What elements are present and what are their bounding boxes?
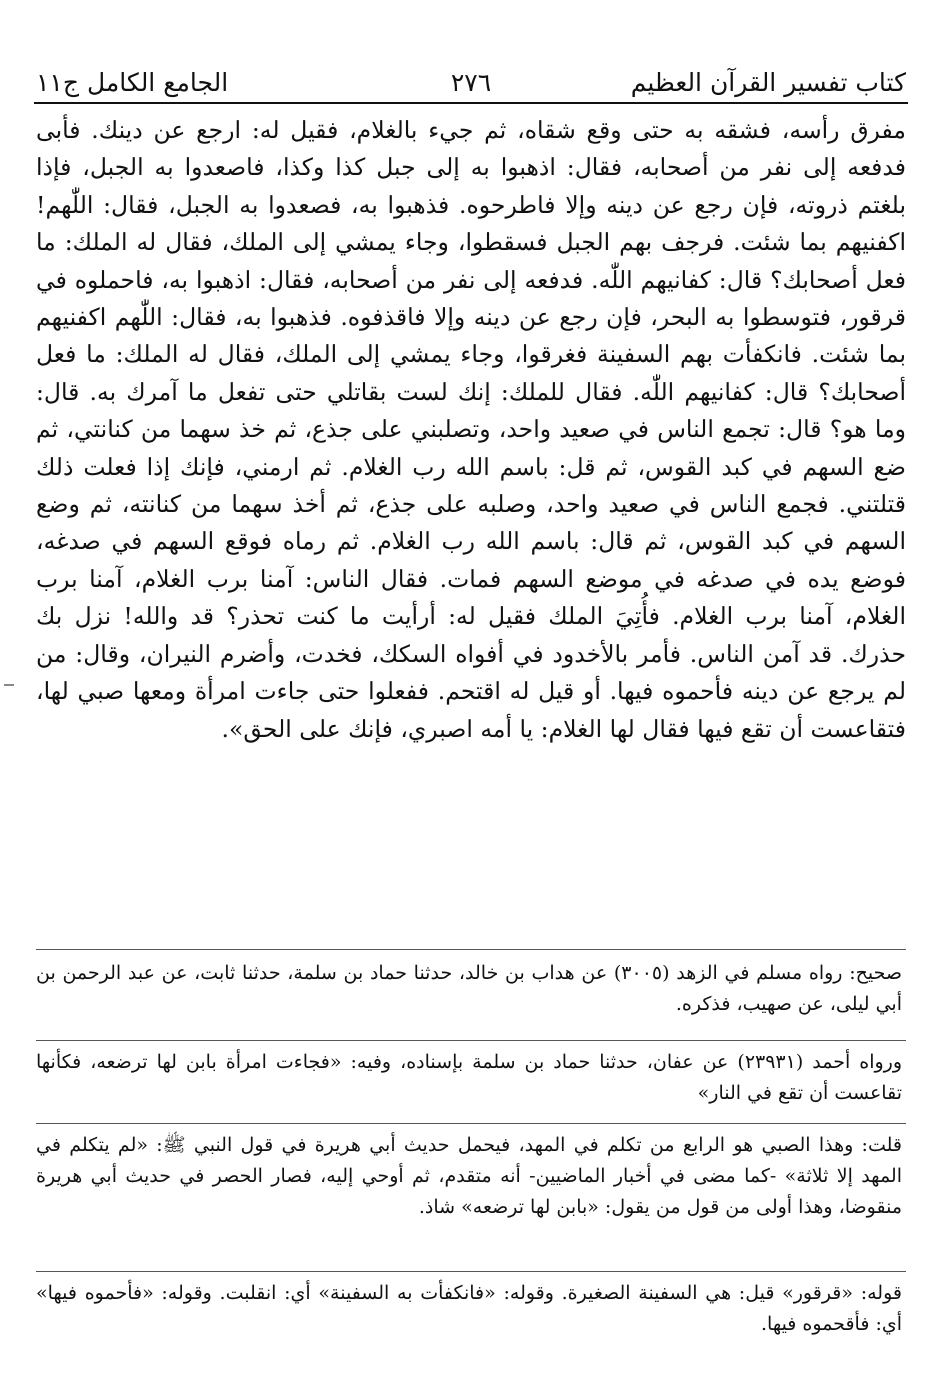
footnote-divider [36,1040,906,1041]
main-text-block [36,112,906,748]
footnote-divider [36,949,906,950]
page-number: ٢٧٦ [450,68,492,97]
page-header [34,62,908,104]
volume-label: الجامع الكامل ج١١ [36,68,229,97]
footnote-text: صحيح: رواه مسلم في الزهد (٣٠٠٥) عن هداب بن خالد، حدثنا حماد بن سلمة، حدثنا ثابت، عن عبد الرحمن بن أبي ليلى، عن صهيب، فذكره. [36,962,902,1015]
footnote-glossary [36,1278,902,1340]
footnote-text: قوله: «قرقور» قيل: هي السفينة الصغيرة. وقوله: «فانكفأت به السفينة» أي: انقلبت. وقوله: «فأحموه فيها» أي: فأقحموه فيها. [36,1282,902,1335]
footnote-comment [36,1130,902,1223]
footnote-divider [36,1271,906,1272]
footnote-text: ورواه أحمد (٢٣٩٣١) عن عفان، حدثنا حماد بن سلمة بإسناده، وفيه: «فجاءت امرأة بابن لها ترضعه، فكأنها تقاعست أن تقع في النار» [36,1051,902,1104]
footnote-ahmad [36,1047,902,1109]
main-paragraph: مفرق رأسه، فشقه به حتى وقع شقاه، ثم جيء بالغلام، فقيل له: ارجع عن دينك. فأبى فدفعه إلى نفر من أصحابه، فقال: اذهبوا به إلى جبل كذا وكذا، فاصعدوا به الجبل، فإذا بلغتم ذروته، فإن رجع عن دينه وإلا فاطرحوه. فذهبوا به، فصعدوا به الجبل، فقال: اللّٰهم! اكفنيهم بما شئت. فرجف بهم الجبل فسقطوا، وجاء يمشي إلى الملك، فقال له الملك: ما فعل أصحابك؟ قال: كفانيهم اللّٰه. فدفعه إلى نفر من أصحابه، فقال: اذهبوا به، فاحملوه في قرقور، فتوسطوا به البحر، فإن رجع عن دينه وإلا فاقذفوه. فذهبوا به، فقال: اللّٰهم اكفنيهم بما شئت. فانكفأت بهم السفينة فغرقوا، وجاء يمشي إلى الملك، فقال له الملك: ما فعل أصحابك؟ قال: كفانيهم اللّٰه. فقال للملك: إنك لست بقاتلي حتى تفعل ما آمرك به. قال: وما هو؟ قال: تجمع الناس في صعيد واحد، وتصلبني على جذع، ثم خذ سهما من كنانتي، ثم ضع السهم في كبد القوس، ثم قل: باسم الله رب الغلام. ثم ارمني، فإنك إذا فعلت ذلك قتلتني. فجمع الناس في صعيد واحد، وصلبه على جذع، ثم أخذ سهما من كنانته، ثم وضع السهم في كبد القوس، ثم قال: باسم الله رب الغلام. ثم رماه فوقع السهم في صدغه، فوضع يده في صدغه في موضع السهم فمات. فقال الناس: آمنا برب الغلام، آمنا برب الغلام، آمنا برب الغلام. فأُتِيَ الملك فقيل له: أرأيت ما كنت تحذر؟ قد والله! نزل بك حذرك. قد آمن الناس. فأمر بالأخدود في أفواه السكك، فخدت، وأضرم النيران، وقال: من لم يرجع عن دينه فأحموه فيها. أو قيل له اقتحم. ففعلوا حتى جاءت امرأة ومعها صبي لها، فتقاعست أن تقع فيها فقال لها الغلام: يا أمه اصبري، فإنك على الحق». [36,116,906,743]
margin-mark [4,684,14,686]
footnote-text: قلت: وهذا الصبي هو الرابع من تكلم في المهد، فيحمل حديث أبي هريرة في قول النبي ﷺ: «لم يتكلم في المهد إلا ثلاثة» -كما مضى في أخبار الماضيين- أنه متقدم، ثم أوحي إليه، فصار الحصر في حديث أبي هريرة منقوضا، وهذا أولى من قول من يقول: «بابن لها ترضعه» شاذ. [36,1134,902,1218]
footnote-divider [36,1123,906,1124]
book-title: كتاب تفسير القرآن العظيم [630,68,906,97]
footnote-sahih [36,958,902,1020]
